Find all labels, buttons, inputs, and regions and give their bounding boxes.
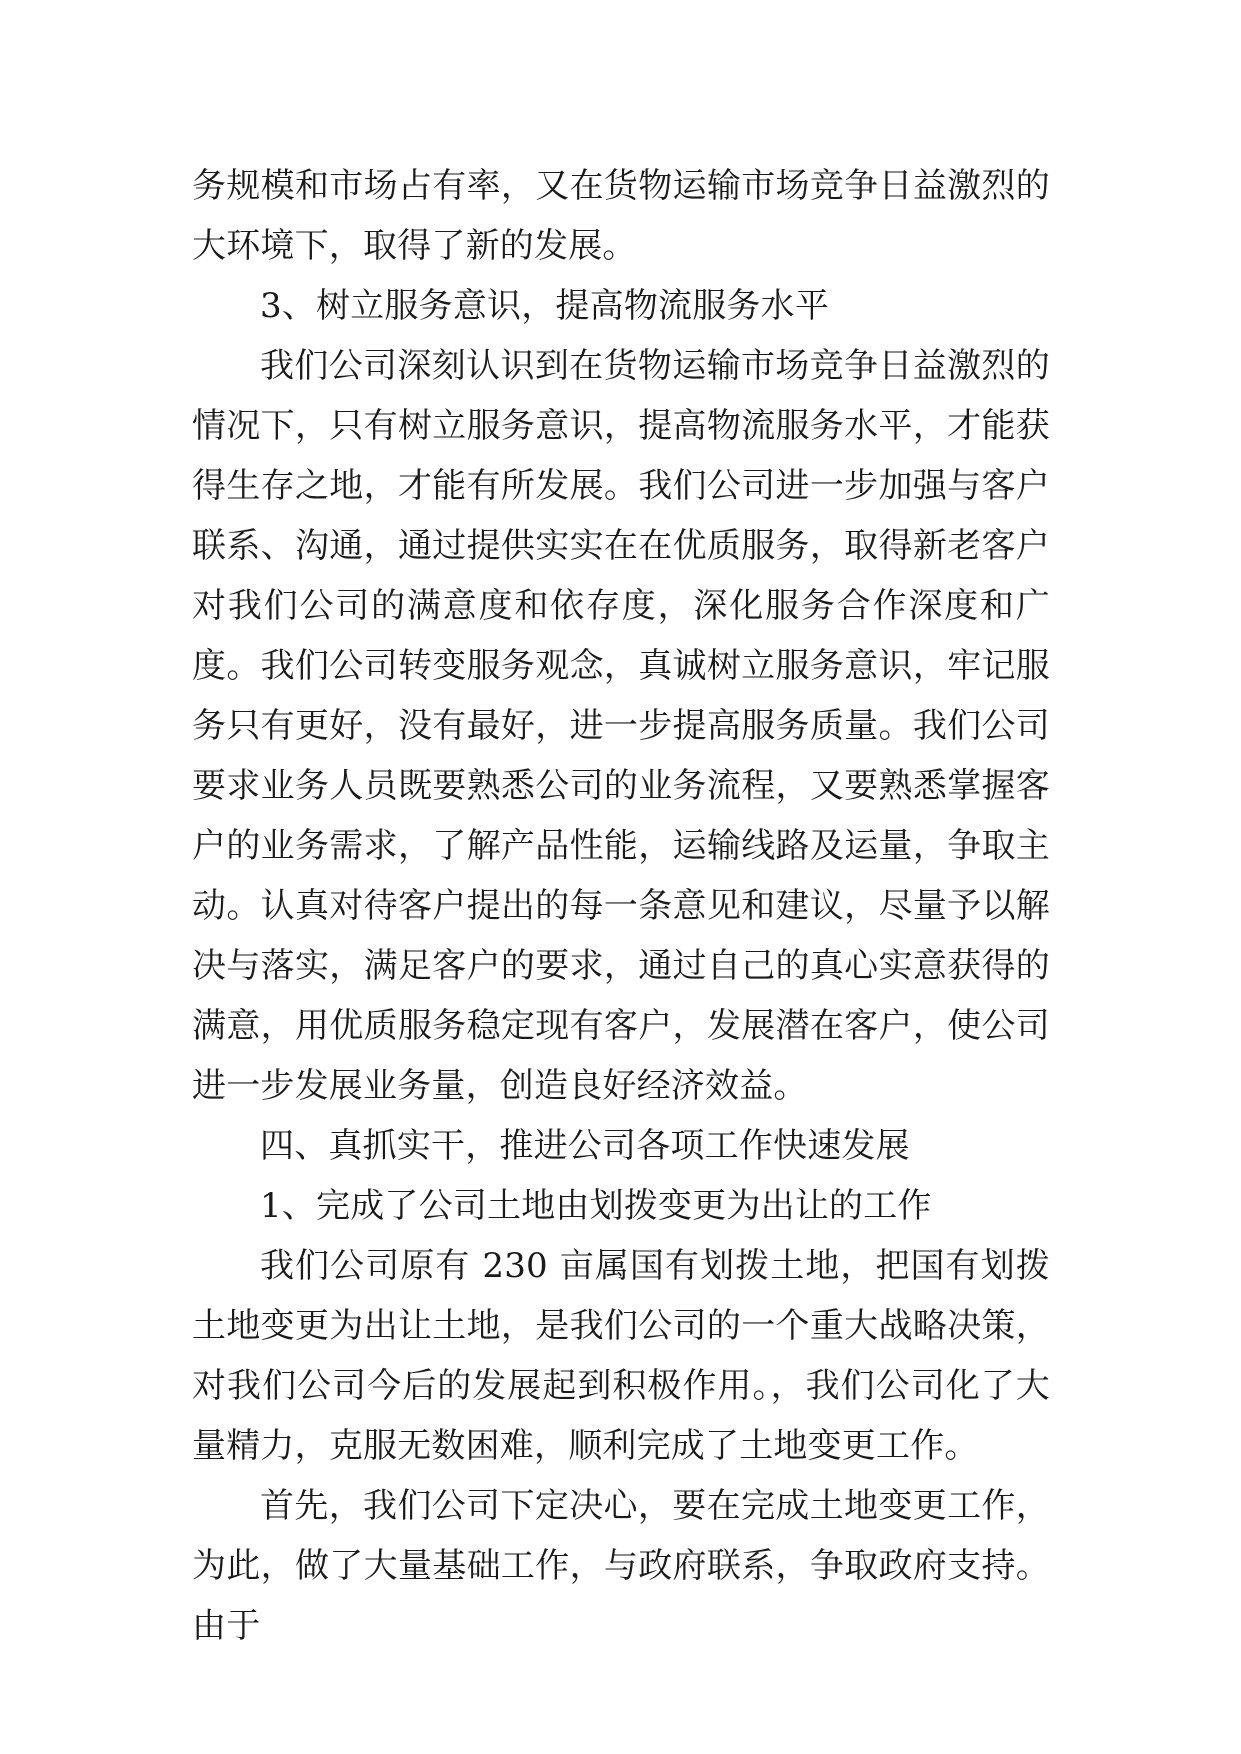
section-heading-land-transfer: 1、完成了公司土地由划拨变更为出让的工作 — [260, 1186, 932, 1226]
paragraph-first-step: 首先，我们公司下定决心，要在完成土地变更工作，为此，做了大量基础工作，与政府联系，争取政府支持。由于 — [192, 1486, 1050, 1646]
document-body — [192, 156, 1050, 1656]
paragraph-land-transfer: 我们公司原有 230 亩属国有划拨土地，把国有划拨土地变更为出让土地，是我们公司的一个重大战略决策，对我们公司今后的发展起到积极作用。，我们公司化了大量精力，克服无数困难，顺利完成了土地变更工作。 — [192, 1246, 1050, 1466]
section-heading-part-four: 四、真抓实干，推进公司各项工作快速发展 — [260, 1126, 910, 1166]
section-heading-service-awareness: 3、树立服务意识，提高物流服务水平 — [260, 286, 830, 326]
paragraph-continuation: 务规模和市场占有率，又在货物运输市场竞争日益激烈的大环境下，取得了新的发展。 — [192, 166, 1050, 266]
paragraph-service-awareness: 我们公司深刻认识到在货物运输市场竞争日益激烈的情况下，只有树立服务意识，提高物流服务水平，才能获得生存之地，才能有所发展。我们公司进一步加强与客户联系、沟通，通过提供实实在在优质服务，取得新老客户对我们公司的满意度和依存度，深化服务合作深度和广度。我们公司转变服务观念，真诚树立服务意识，牢记服务只有更好，没有最好，进一步提高服务质量。我们公司要求业务人员既要熟悉公司的业务流程，又要熟悉掌握客户的业务需求，了解产品性能，运输线路及运量，争取主动。认真对待客户提出的每一条意见和建议，尽量予以解决与落实，满足客户的要求，通过自己的真心实意获得的满意，用优质服务稳定现有客户，发展潜在客户，使公司进一步发展业务量，创造良好经济效益。 — [192, 346, 1050, 1106]
